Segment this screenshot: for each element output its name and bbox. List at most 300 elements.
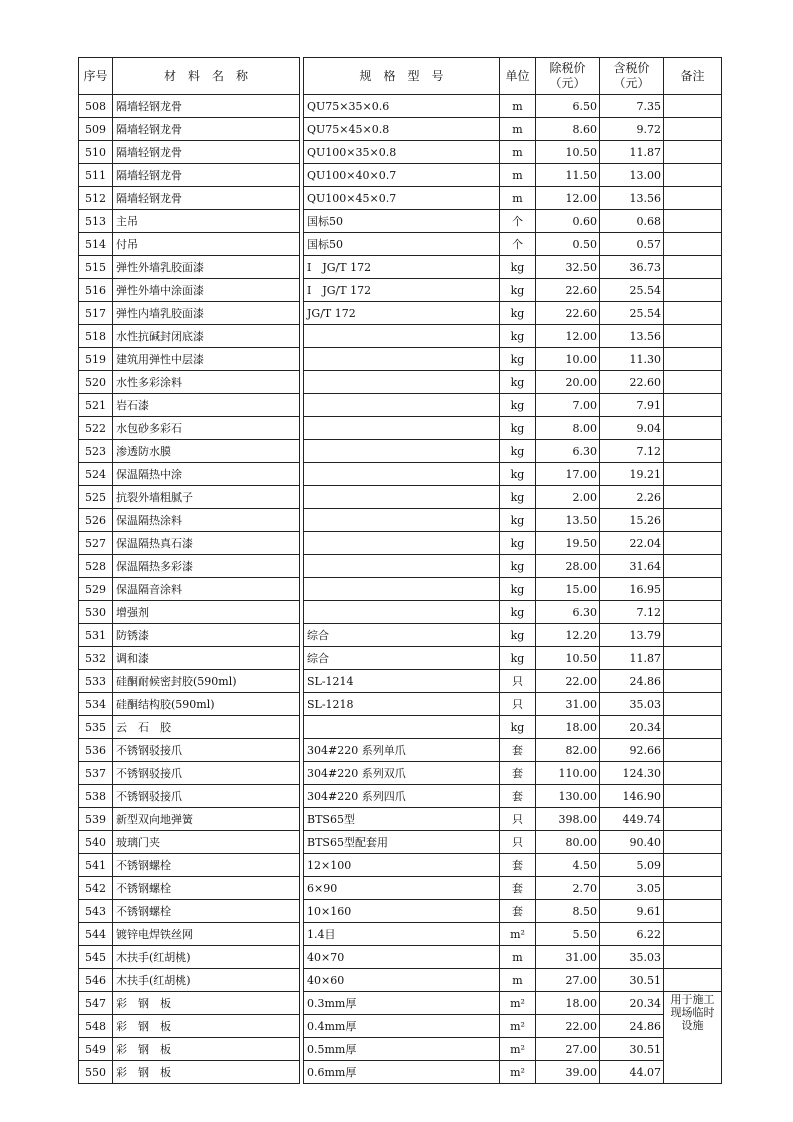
row-price-ex-tax: 0.60 xyxy=(536,210,600,233)
table-body xyxy=(79,95,722,1084)
row-spec: 1.4目 xyxy=(304,923,500,946)
row-spec: 0.3mm厚 xyxy=(304,992,500,1015)
row-unit: m² xyxy=(500,1015,536,1038)
row-spec: 40×70 xyxy=(304,946,500,969)
row-spec: 0.4mm厚 xyxy=(304,1015,500,1038)
row-remark xyxy=(664,348,722,371)
header-price-ex-tax-line1: 除税价 xyxy=(549,61,586,75)
row-material-name: 水性抗碱封闭底漆 xyxy=(113,325,300,348)
row-unit: 只 xyxy=(500,693,536,716)
row-price-ex-tax: 27.00 xyxy=(536,969,600,992)
table-row xyxy=(79,325,722,348)
row-remark xyxy=(664,256,722,279)
row-spec: 6×90 xyxy=(304,877,500,900)
table-row xyxy=(79,670,722,693)
row-remark xyxy=(664,95,722,118)
row-unit: kg xyxy=(500,716,536,739)
row-price-in-tax: 9.72 xyxy=(600,118,664,141)
row-unit: kg xyxy=(500,440,536,463)
row-material-name: 彩 钢 板 xyxy=(113,1015,300,1038)
row-price-ex-tax: 31.00 xyxy=(536,693,600,716)
table-row xyxy=(79,854,722,877)
row-price-ex-tax: 19.50 xyxy=(536,532,600,555)
row-price-ex-tax: 28.00 xyxy=(536,555,600,578)
row-remark xyxy=(664,394,722,417)
row-remark xyxy=(664,279,722,302)
row-unit: 个 xyxy=(500,210,536,233)
row-no: 511 xyxy=(79,164,113,187)
table-row xyxy=(79,141,722,164)
row-price-ex-tax: 18.00 xyxy=(536,716,600,739)
row-material-name: 隔墙轻钢龙骨 xyxy=(113,187,300,210)
row-price-ex-tax: 15.00 xyxy=(536,578,600,601)
table-row xyxy=(79,946,722,969)
table-row xyxy=(79,785,722,808)
row-remark xyxy=(664,969,722,992)
table-row xyxy=(79,992,722,1015)
row-price-ex-tax: 2.00 xyxy=(536,486,600,509)
table-row xyxy=(79,348,722,371)
row-price-in-tax: 25.54 xyxy=(600,279,664,302)
row-no: 517 xyxy=(79,302,113,325)
header-price-in-tax xyxy=(600,58,664,95)
row-no: 512 xyxy=(79,187,113,210)
row-price-ex-tax: 11.50 xyxy=(536,164,600,187)
row-spec: QU100×40×0.7 xyxy=(304,164,500,187)
row-material-name: 增强剂 xyxy=(113,601,300,624)
row-material-name: 主吊 xyxy=(113,210,300,233)
row-price-ex-tax: 130.00 xyxy=(536,785,600,808)
row-price-in-tax: 124.30 xyxy=(600,762,664,785)
row-material-name: 隔墙轻钢龙骨 xyxy=(113,141,300,164)
table-row xyxy=(79,210,722,233)
row-price-in-tax: 31.64 xyxy=(600,555,664,578)
price-table-sheet xyxy=(78,57,721,1084)
row-unit: 套 xyxy=(500,762,536,785)
row-material-name: 保温隔音涂料 xyxy=(113,578,300,601)
row-price-ex-tax: 2.70 xyxy=(536,877,600,900)
table-row xyxy=(79,1061,722,1084)
row-unit: m xyxy=(500,141,536,164)
row-price-ex-tax: 398.00 xyxy=(536,808,600,831)
row-price-ex-tax: 8.60 xyxy=(536,118,600,141)
row-material-name: 硅酮结构胶(590ml) xyxy=(113,693,300,716)
row-spec: SL-1214 xyxy=(304,670,500,693)
row-price-in-tax: 24.86 xyxy=(600,1015,664,1038)
row-remark xyxy=(664,946,722,969)
row-remark xyxy=(664,693,722,716)
row-remark xyxy=(664,141,722,164)
row-price-in-tax: 90.40 xyxy=(600,831,664,854)
row-remark-group xyxy=(664,992,722,1084)
row-remark xyxy=(664,509,722,532)
row-price-ex-tax: 20.00 xyxy=(536,371,600,394)
row-price-in-tax: 16.95 xyxy=(600,578,664,601)
row-remark xyxy=(664,762,722,785)
row-unit: m xyxy=(500,164,536,187)
row-price-in-tax: 0.68 xyxy=(600,210,664,233)
row-remark xyxy=(664,831,722,854)
row-material-name: 不锈钢驳接爪 xyxy=(113,762,300,785)
row-remark xyxy=(664,900,722,923)
table-row xyxy=(79,279,722,302)
row-price-in-tax: 24.86 xyxy=(600,670,664,693)
row-price-ex-tax: 80.00 xyxy=(536,831,600,854)
row-price-in-tax: 0.57 xyxy=(600,233,664,256)
row-price-in-tax: 44.07 xyxy=(600,1061,664,1084)
row-unit: m² xyxy=(500,1061,536,1084)
row-material-name: 不锈钢螺栓 xyxy=(113,900,300,923)
table-row xyxy=(79,233,722,256)
row-spec xyxy=(304,394,500,417)
row-spec: QU100×35×0.8 xyxy=(304,141,500,164)
row-no: 547 xyxy=(79,992,113,1015)
row-price-ex-tax: 82.00 xyxy=(536,739,600,762)
row-material-name: 渗透防水膜 xyxy=(113,440,300,463)
row-no: 550 xyxy=(79,1061,113,1084)
row-price-in-tax: 35.03 xyxy=(600,693,664,716)
row-price-in-tax: 7.12 xyxy=(600,601,664,624)
row-spec xyxy=(304,486,500,509)
row-price-in-tax: 7.35 xyxy=(600,95,664,118)
row-material-name: 不锈钢驳接爪 xyxy=(113,739,300,762)
row-remark xyxy=(664,302,722,325)
row-spec xyxy=(304,417,500,440)
row-price-in-tax: 13.79 xyxy=(600,624,664,647)
header-no: 序号 xyxy=(79,58,113,95)
row-unit: kg xyxy=(500,463,536,486)
row-price-in-tax: 7.91 xyxy=(600,394,664,417)
row-price-ex-tax: 5.50 xyxy=(536,923,600,946)
row-no: 533 xyxy=(79,670,113,693)
header-name: 材 料 名 称 xyxy=(113,58,300,95)
row-price-in-tax: 13.56 xyxy=(600,325,664,348)
row-remark xyxy=(664,877,722,900)
row-no: 548 xyxy=(79,1015,113,1038)
row-spec: QU75×45×0.8 xyxy=(304,118,500,141)
table-row xyxy=(79,900,722,923)
row-remark xyxy=(664,624,722,647)
table-row xyxy=(79,95,722,118)
row-price-in-tax: 25.54 xyxy=(600,302,664,325)
row-price-in-tax: 13.56 xyxy=(600,187,664,210)
row-price-ex-tax: 10.50 xyxy=(536,647,600,670)
row-remark xyxy=(664,601,722,624)
row-unit: m² xyxy=(500,923,536,946)
row-material-name: 抗裂外墙粗腻子 xyxy=(113,486,300,509)
row-unit: 套 xyxy=(500,739,536,762)
row-price-in-tax: 20.34 xyxy=(600,716,664,739)
table-row xyxy=(79,808,722,831)
row-no: 518 xyxy=(79,325,113,348)
header-price-in-tax-line2: （元） xyxy=(613,76,650,90)
table-row xyxy=(79,394,722,417)
table-row xyxy=(79,555,722,578)
row-spec: BTS65型配套用 xyxy=(304,831,500,854)
header-unit: 单位 xyxy=(500,58,536,95)
table-row xyxy=(79,302,722,325)
row-material-name: 保温隔热中涂 xyxy=(113,463,300,486)
row-unit: kg xyxy=(500,624,536,647)
row-material-name: 防锈漆 xyxy=(113,624,300,647)
row-remark xyxy=(664,555,722,578)
row-spec xyxy=(304,325,500,348)
row-price-in-tax: 13.00 xyxy=(600,164,664,187)
row-price-in-tax: 449.74 xyxy=(600,808,664,831)
row-material-name: 玻璃门夹 xyxy=(113,831,300,854)
row-material-name: 弹性外墙中涂面漆 xyxy=(113,279,300,302)
row-spec: 0.6mm厚 xyxy=(304,1061,500,1084)
table-row xyxy=(79,831,722,854)
table-row xyxy=(79,716,722,739)
table-row xyxy=(79,1015,722,1038)
row-price-in-tax: 30.51 xyxy=(600,969,664,992)
row-unit: 套 xyxy=(500,900,536,923)
row-no: 537 xyxy=(79,762,113,785)
table-row xyxy=(79,164,722,187)
row-remark xyxy=(664,233,722,256)
row-remark xyxy=(664,647,722,670)
row-remark xyxy=(664,463,722,486)
row-spec: QU75×35×0.6 xyxy=(304,95,500,118)
table-row xyxy=(79,509,722,532)
row-material-name: 彩 钢 板 xyxy=(113,1038,300,1061)
row-remark xyxy=(664,486,722,509)
row-price-ex-tax: 6.30 xyxy=(536,440,600,463)
row-no: 516 xyxy=(79,279,113,302)
row-price-ex-tax: 7.00 xyxy=(536,394,600,417)
row-no: 546 xyxy=(79,969,113,992)
table-row xyxy=(79,187,722,210)
row-price-in-tax: 19.21 xyxy=(600,463,664,486)
row-price-ex-tax: 8.00 xyxy=(536,417,600,440)
row-unit: m xyxy=(500,969,536,992)
row-material-name: 云 石 胶 xyxy=(113,716,300,739)
row-no: 528 xyxy=(79,555,113,578)
row-unit: 只 xyxy=(500,831,536,854)
row-price-ex-tax: 6.30 xyxy=(536,601,600,624)
header-price-ex-tax-line2: （元） xyxy=(549,76,586,90)
row-price-in-tax: 11.87 xyxy=(600,141,664,164)
row-remark xyxy=(664,210,722,233)
row-material-name: 镀锌电焊铁丝网 xyxy=(113,923,300,946)
row-spec: Ⅰ JG/T 172 xyxy=(304,256,500,279)
row-material-name: 隔墙轻钢龙骨 xyxy=(113,118,300,141)
material-price-table xyxy=(78,57,722,1084)
header-spec: 规 格 型 号 xyxy=(304,58,500,95)
row-price-in-tax: 36.73 xyxy=(600,256,664,279)
row-unit: kg xyxy=(500,555,536,578)
row-unit: m² xyxy=(500,992,536,1015)
row-unit: kg xyxy=(500,509,536,532)
row-price-in-tax: 22.04 xyxy=(600,532,664,555)
row-unit: m xyxy=(500,187,536,210)
table-row xyxy=(79,624,722,647)
table-header-row xyxy=(79,58,722,95)
row-unit: kg xyxy=(500,578,536,601)
row-material-name: 调和漆 xyxy=(113,647,300,670)
row-unit: kg xyxy=(500,417,536,440)
row-spec: 10×160 xyxy=(304,900,500,923)
row-no: 513 xyxy=(79,210,113,233)
row-material-name: 岩石漆 xyxy=(113,394,300,417)
row-remark xyxy=(664,164,722,187)
row-no: 539 xyxy=(79,808,113,831)
row-remark xyxy=(664,785,722,808)
row-unit: kg xyxy=(500,647,536,670)
row-price-in-tax: 2.26 xyxy=(600,486,664,509)
row-unit: 只 xyxy=(500,670,536,693)
table-row xyxy=(79,371,722,394)
row-price-in-tax: 146.90 xyxy=(600,785,664,808)
table-row xyxy=(79,417,722,440)
row-unit: 只 xyxy=(500,808,536,831)
row-unit: kg xyxy=(500,532,536,555)
row-price-ex-tax: 10.00 xyxy=(536,348,600,371)
row-spec: 综合 xyxy=(304,624,500,647)
row-spec: 12×100 xyxy=(304,854,500,877)
row-remark xyxy=(664,532,722,555)
row-unit: 套 xyxy=(500,854,536,877)
row-remark xyxy=(664,739,722,762)
row-spec xyxy=(304,716,500,739)
row-material-name: 水包砂多彩石 xyxy=(113,417,300,440)
row-price-ex-tax: 39.00 xyxy=(536,1061,600,1084)
row-remark xyxy=(664,923,722,946)
row-price-in-tax: 5.09 xyxy=(600,854,664,877)
row-spec: JG/T 172 xyxy=(304,302,500,325)
table-row xyxy=(79,969,722,992)
table-row xyxy=(79,463,722,486)
row-unit: kg xyxy=(500,371,536,394)
row-no: 521 xyxy=(79,394,113,417)
table-row xyxy=(79,601,722,624)
table-row xyxy=(79,923,722,946)
row-no: 542 xyxy=(79,877,113,900)
row-price-in-tax: 20.34 xyxy=(600,992,664,1015)
row-price-ex-tax: 13.50 xyxy=(536,509,600,532)
row-spec xyxy=(304,532,500,555)
row-price-ex-tax: 22.60 xyxy=(536,279,600,302)
row-material-name: 保温隔热涂料 xyxy=(113,509,300,532)
row-material-name: 弹性外墙乳胶面漆 xyxy=(113,256,300,279)
table-row xyxy=(79,647,722,670)
row-material-name: 彩 钢 板 xyxy=(113,992,300,1015)
row-spec xyxy=(304,371,500,394)
row-no: 515 xyxy=(79,256,113,279)
row-material-name: 不锈钢螺栓 xyxy=(113,877,300,900)
row-spec: SL-1218 xyxy=(304,693,500,716)
row-material-name: 木扶手(红胡桃) xyxy=(113,969,300,992)
row-price-in-tax: 15.26 xyxy=(600,509,664,532)
row-no: 526 xyxy=(79,509,113,532)
row-unit: kg xyxy=(500,256,536,279)
row-price-ex-tax: 27.00 xyxy=(536,1038,600,1061)
row-material-name: 不锈钢螺栓 xyxy=(113,854,300,877)
row-no: 541 xyxy=(79,854,113,877)
row-spec xyxy=(304,601,500,624)
row-price-ex-tax: 110.00 xyxy=(536,762,600,785)
row-price-in-tax: 11.30 xyxy=(600,348,664,371)
row-material-name: 建筑用弹性中层漆 xyxy=(113,348,300,371)
row-no: 534 xyxy=(79,693,113,716)
row-no: 536 xyxy=(79,739,113,762)
table-row xyxy=(79,118,722,141)
row-material-name: 水性多彩涂料 xyxy=(113,371,300,394)
row-unit: m xyxy=(500,946,536,969)
row-no: 520 xyxy=(79,371,113,394)
row-price-in-tax: 7.12 xyxy=(600,440,664,463)
row-no: 543 xyxy=(79,900,113,923)
row-no: 532 xyxy=(79,647,113,670)
table-row xyxy=(79,739,722,762)
row-material-name: 保温隔热多彩漆 xyxy=(113,555,300,578)
row-spec: 0.5mm厚 xyxy=(304,1038,500,1061)
row-material-name: 付吊 xyxy=(113,233,300,256)
row-price-ex-tax: 22.00 xyxy=(536,670,600,693)
row-spec xyxy=(304,578,500,601)
row-unit: m xyxy=(500,95,536,118)
row-spec: 国标50 xyxy=(304,233,500,256)
row-price-ex-tax: 8.50 xyxy=(536,900,600,923)
row-unit: kg xyxy=(500,325,536,348)
remark-line: 设施 xyxy=(681,1019,704,1032)
row-price-in-tax: 9.61 xyxy=(600,900,664,923)
row-material-name: 隔墙轻钢龙骨 xyxy=(113,95,300,118)
row-no: 523 xyxy=(79,440,113,463)
table-row xyxy=(79,762,722,785)
row-price-ex-tax: 17.00 xyxy=(536,463,600,486)
table-row xyxy=(79,486,722,509)
table-row xyxy=(79,578,722,601)
row-price-ex-tax: 6.50 xyxy=(536,95,600,118)
table-row xyxy=(79,256,722,279)
row-unit: kg xyxy=(500,601,536,624)
row-remark xyxy=(664,325,722,348)
row-no: 544 xyxy=(79,923,113,946)
row-price-ex-tax: 12.00 xyxy=(536,325,600,348)
row-no: 519 xyxy=(79,348,113,371)
row-price-ex-tax: 31.00 xyxy=(536,946,600,969)
row-spec: 304#220 系列双爪 xyxy=(304,762,500,785)
row-price-ex-tax: 18.00 xyxy=(536,992,600,1015)
table-row xyxy=(79,532,722,555)
table-row xyxy=(79,693,722,716)
row-remark xyxy=(664,854,722,877)
row-no: 527 xyxy=(79,532,113,555)
row-unit: kg xyxy=(500,486,536,509)
row-spec: 国标50 xyxy=(304,210,500,233)
row-no: 531 xyxy=(79,624,113,647)
row-spec xyxy=(304,555,500,578)
row-spec: 304#220 系列四爪 xyxy=(304,785,500,808)
row-unit: 套 xyxy=(500,785,536,808)
row-no: 509 xyxy=(79,118,113,141)
row-no: 549 xyxy=(79,1038,113,1061)
row-price-ex-tax: 10.50 xyxy=(536,141,600,164)
row-material-name: 彩 钢 板 xyxy=(113,1061,300,1084)
row-unit: m xyxy=(500,118,536,141)
row-remark xyxy=(664,808,722,831)
row-price-ex-tax: 22.00 xyxy=(536,1015,600,1038)
row-no: 510 xyxy=(79,141,113,164)
row-remark xyxy=(664,187,722,210)
row-spec xyxy=(304,348,500,371)
row-price-in-tax: 11.87 xyxy=(600,647,664,670)
row-price-in-tax: 35.03 xyxy=(600,946,664,969)
row-price-in-tax: 92.66 xyxy=(600,739,664,762)
row-no: 514 xyxy=(79,233,113,256)
